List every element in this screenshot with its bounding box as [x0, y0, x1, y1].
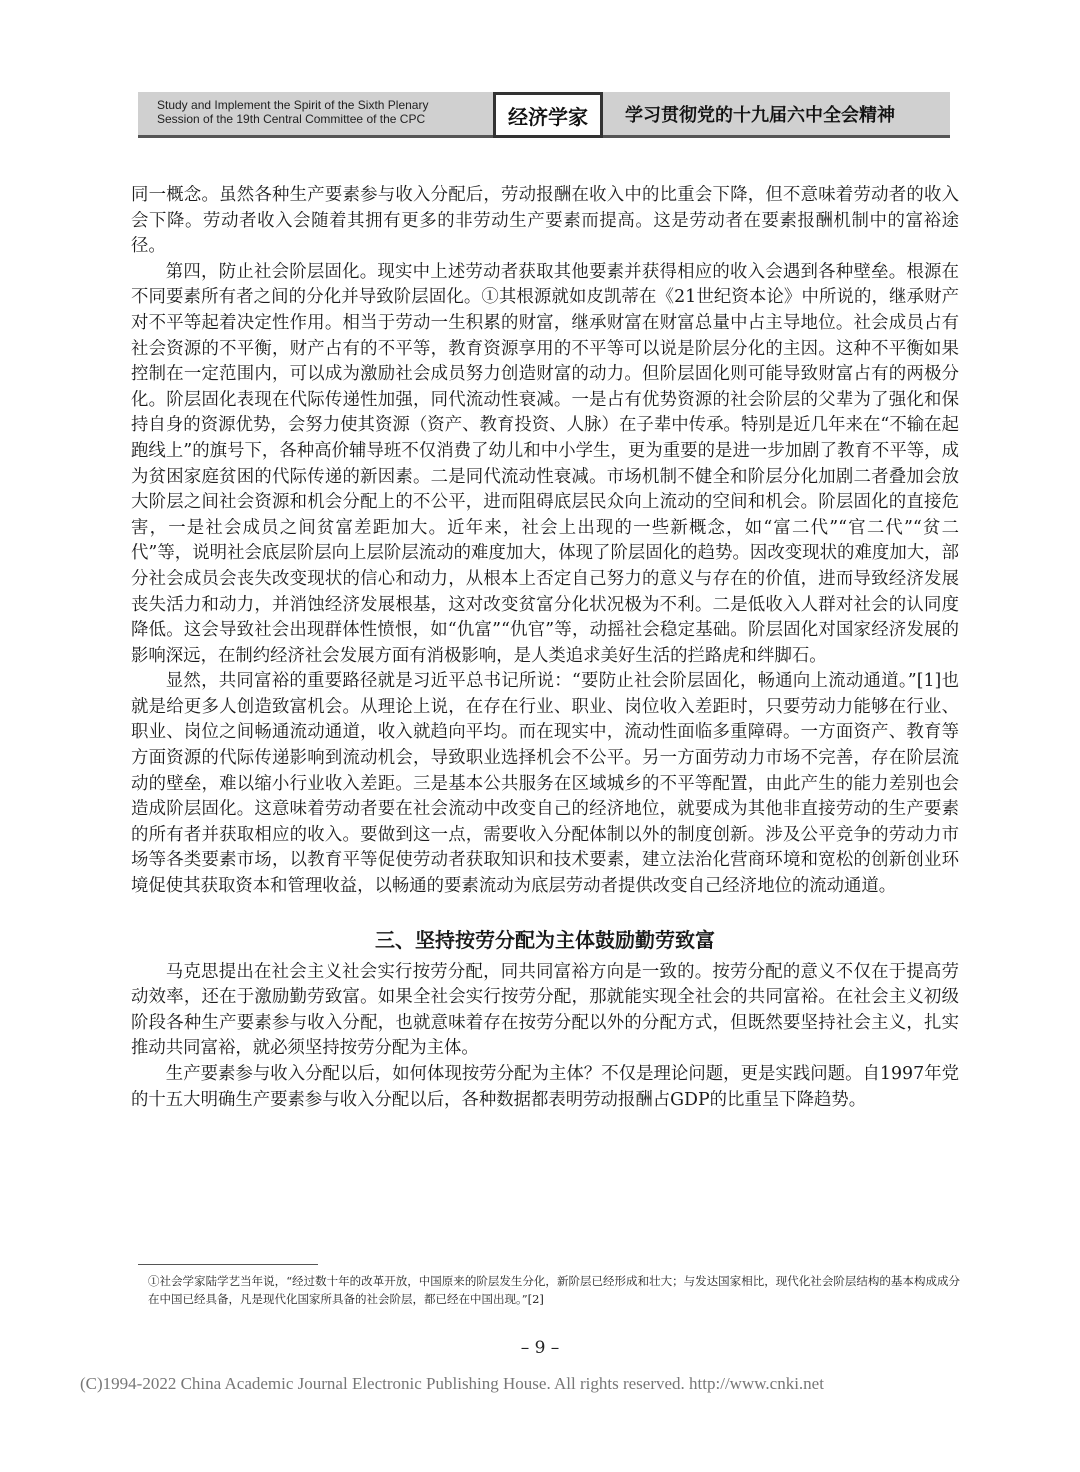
journal-name: 经济学家: [493, 92, 603, 138]
header-english-line-1: Study and Implement the Spirit of the Sixth Plenary: [157, 98, 429, 112]
header-chinese-title: 学习贯彻党的十九届六中全会精神: [603, 92, 950, 138]
copyright-line: (C)1994-2022 China Academic Journal Electronic Publishing House. All rights reserved. http://www.cnki.net: [80, 1374, 824, 1393]
article-body: [131, 183, 959, 1113]
paragraph-5: 生产要素参与收入分配以后，如何体现按劳分配为主体？不仅是理论问题，更是实践问题。自1997年党的十五大明确生产要素参与收入分配以后，各种数据都表明劳动报酬占GDP的比重呈下降趋势。: [131, 1064, 959, 1110]
footnote: ①社会学家陆学艺当年说，“经过数十年的改革开放，中国原来的阶层发生分化，新阶层已经形成和壮大；与发达国家相比，现代化社会阶层结构的基本构成成分在中国已经具备，凡是现代化国家所具备的社会阶层，都已经在中国出现。”[2]: [148, 1274, 960, 1306]
header-english-line-2: Session of the 19th Central Committee of the CPC: [157, 112, 426, 126]
paragraph-1: 同一概念。虽然各种生产要素参与收入分配后，劳动报酬在收入中的比重会下降，但不意味着劳动者的收入会下降。劳动者收入会随着其拥有更多的非劳动生产要素而提高。这是劳动者在要素报酬机制中的富裕途径。: [131, 185, 959, 257]
paragraph-2: 第四，防止社会阶层固化。现实中上述劳动者获取其他要素并获得相应的收入会遇到各种壁垒。根源在不同要素所有者之间的分化并导致阶层固化。①其根源就如皮凯蒂在《21世纪资本论》中所说的，继承财产对不平等起着决定性作用。相当于劳动一生积累的财富，继承财富在财富总量中占主导地位。社会成员占有社会资源的不平衡，财产占有的不平等，教育资源享用的不平等可以说是阶层分化的主因。这种不平衡如果控制在一定范围内，可以成为激励社会成员努力创造财富的动力。但阶层固化则可能导致财富占有的两极分化。阶层固化表现在代际传递性加强，同代流动性衰减。一是占有优势资源的社会阶层的父辈为了强化和保持自身的资源优势，会努力使其资源（资产、教育投资、人脉）在子辈中传承。特别是近几年来在“不输在起跑线上”的旗号下，各种高价辅导班不仅消费了幼儿和中小学生，更为重要的是进一步加剧了教育不平等，成为贫困家庭贫困的代际传递的新因素。二是同代流动性衰减。市场机制不健全和阶层分化加剧二者叠加会放大阶层之间社会资源和机会分配上的不公平，进而阻碍底层民众向上流动的空间和机会。阶层固化的直接危害，一是社会成员之间贫富差距加大。近年来，社会上出现的一些新概念，如“富二代”“官二代”“贫二代”等，说明社会底层阶层向上层阶层流动的难度加大，体现了阶层固化的趋势。因改变现状的难度加大，部分社会成员会丧失改变现状的信心和动力，从根本上否定自己努力的意义与存在的价值，进而导致经济发展丧失活力和动力，并消蚀经济发展根基，这对改变贫富分化状况极为不利。二是低收入人群对社会的认同度降低。这会导致社会出现群体性愤恨，如“仇富”“仇官”等，动摇社会稳定基础。阶层固化对国家经济发展的影响深远，在制约经济社会发展方面有消极影响，是人类追求美好生活的拦路虎和绊脚石。: [131, 261, 959, 666]
section-heading: 三、坚持按劳分配为主体鼓励勤劳致富: [375, 927, 715, 952]
paragraph-4: 马克思提出在社会主义社会实行按劳分配，同共同富裕方向是一致的。按劳分配的意义不仅在于提高劳动效率，还在于激励勤劳致富。如果全社会实行按劳分配，那就能实现全社会的共同富裕。在社会主义初级阶段各种生产要素参与收入分配，也就意味着存在按劳分配以外的分配方式，但既然要坚持社会主义，扎实推动共同富裕，就必须坚持按劳分配为主体。: [131, 961, 959, 1059]
header-banner: [138, 92, 950, 138]
paragraph-3: 显然，共同富裕的重要路径就是习近平总书记所说：“要防止社会阶层固化，畅通向上流动通道。”[1]也就是给更多人创造致富机会。从理论上说，在存在行业、职业、岗位收入差距时，只要劳动力能够在行业、职业、岗位之间畅通流动通道，收入就趋向平均。而在现实中，流动性面临多重障碍。一方面资产、教育等方面资源的代际传递影响到流动机会，导致职业选择机会不公平。另一方面劳动力市场不完善，存在阶层流动的壁垒，难以缩小行业收入差距。三是基本公共服务在区域城乡的不平等配置，由此产生的能力差别也会造成阶层固化。这意味着劳动者要在社会流动中改变自己的经济地位，就要成为其他非直接劳动的生产要素的所有者并获取相应的收入。要做到这一点，需要收入分配体制以外的制度创新。涉及公平竞争的劳动力市场等各类要素市场，以教育平等促使劳动者获取知识和技术要素，建立法治化营商环境和宽松的创新创业环境促使其获取资本和管理收益，以畅通的要素流动为底层劳动者提供改变自己经济地位的流动通道。: [131, 671, 959, 897]
page-number: – 9 –: [520, 1338, 560, 1358]
footnote-divider: [138, 1264, 318, 1265]
header-english-block: [138, 92, 493, 138]
